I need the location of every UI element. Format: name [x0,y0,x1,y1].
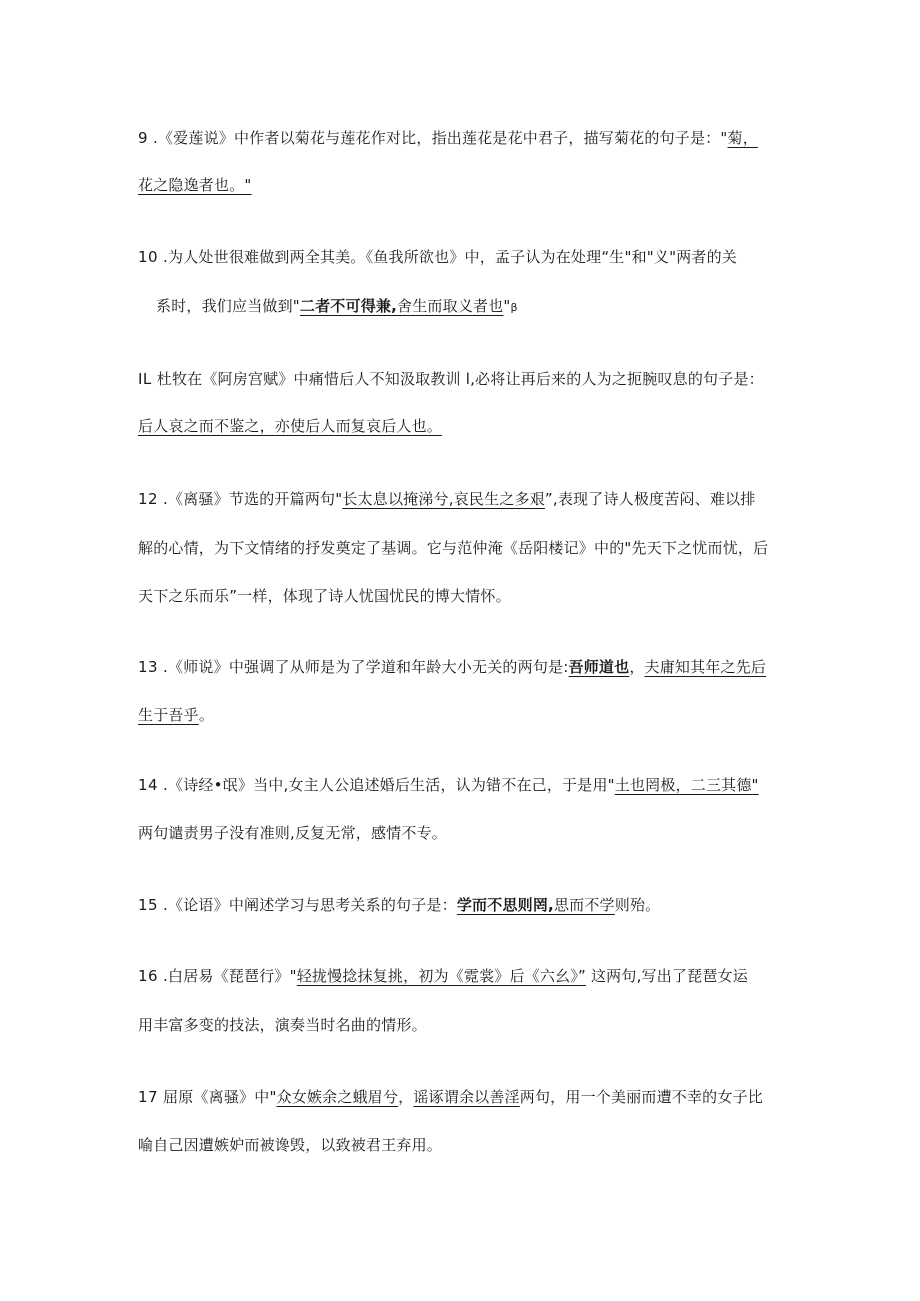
question-text: 系时，我们应当做到" [156,297,300,315]
question-text: β [510,301,518,314]
question-line [138,175,252,195]
question-number: 14 [138,776,159,794]
question-text: 屈原《离骚》中" [158,1088,277,1106]
question-text: 两句，用一个美丽而遭不幸的女子比 [519,1088,763,1106]
question-text: .《离骚》节选的开篇两句" [158,490,343,508]
question-line [138,369,764,389]
question-text: ”,表现了诗人极度苦闷、难以排 [544,490,756,508]
answer-text: 谣诼谓余以善淫 [413,1088,520,1106]
question-line [138,128,758,148]
answer-text: 思而不学 [553,896,615,914]
question-number: 16 [138,967,159,985]
answer-text: 吾师道也 [568,658,630,676]
question-line [156,296,518,318]
question-line [138,823,447,843]
answer-text: 生于吾乎 [138,706,199,724]
question-number: 12 [138,490,159,508]
question-text: " [503,297,511,315]
question-text: 。 [198,706,215,724]
question-number: 10 [138,248,159,266]
answer-text: 众女嫉余之蛾眉兮 [276,1088,399,1106]
question-text: ， [629,658,645,676]
question-text: .为人处世很难做到两全其美。《鱼我所欲也》中，孟子认为在处理“生"和"义"两者的关 [158,248,738,266]
answer-text: 土也罔极，二三其德" [614,776,759,794]
question-number: IL [138,370,152,388]
question-line [138,657,766,677]
answer-text: 舍生而取义者也 [397,297,504,315]
question-text: 杜牧在《阿房宫赋》中痛惜后人不知汲取教训 l,必将让再后来的人为之扼腕叹息的句子是： [151,370,764,388]
question-text: .《爱莲说》中作者以菊花与莲花作对比，指出莲花是花中君子，描写菊花的句子是：" [148,129,728,147]
answer-text: 花之隐逸者也。" [138,176,252,194]
question-line [138,416,442,436]
question-number: 9 [138,129,149,147]
question-line [138,775,759,795]
question-text: .《师说》中强调了从师是为了学道和年龄大小无关的两句是: [158,658,569,676]
question-number: 13 [138,658,159,676]
answer-text: 长太息以掩涕兮,哀民生之多艰 [342,490,545,508]
question-number: 17 [138,1088,159,1106]
question-text: .《论语》中阐述学习与思考关系的句子是： [158,896,457,914]
answer-text: 后人哀之而不鉴之，亦使后人而复哀后人也。 [138,417,443,435]
question-text: 两句谴责男子没有准则,反复无常，感情不专。 [138,824,447,842]
answer-text: 夫庸知其年之先后 [644,658,767,676]
question-text: 则殆。 [614,896,661,914]
answer-text: 二者不可得兼, [299,297,398,315]
question-line [138,1015,427,1035]
question-text: .白居易《琵琶行》" [158,967,297,985]
question-text: 这两句,写出了琵琶女运 [586,967,748,985]
question-line [138,966,748,986]
question-text: 解的心情，为下文情绪的抒发奠定了基调。它与范仲淹《岳阳楼记》中的"先天下之忧而忧，后 [138,539,769,557]
answer-text: 轻拢慢捻抹复挑，初为《霓裳》后《六幺》” [296,967,587,985]
answer-text: 菊， [727,129,758,147]
question-line [138,895,660,915]
question-text: 用丰富多变的技法，演奏当时名曲的情形。 [138,1016,427,1034]
answer-text: 学而不思则罔, [456,896,554,914]
question-text: .《诗经•氓》当中,女主人公追述婚后生活，认为错不在己，于是用" [158,776,615,794]
question-line [138,247,737,267]
question-line [138,586,511,606]
question-text: 天下之乐而乐”一样，体现了诗人忧国忧民的博大情怀。 [138,587,511,605]
question-line [138,1087,763,1107]
question-line [138,705,214,725]
question-text: 喻自己因遭嫉妒而被谗毁，以致被君王弃用。 [138,1136,443,1154]
question-number: 15 [138,896,159,914]
question-line [138,489,755,509]
question-line [138,1135,442,1155]
question-line [138,538,768,558]
question-text: ， [398,1088,414,1106]
